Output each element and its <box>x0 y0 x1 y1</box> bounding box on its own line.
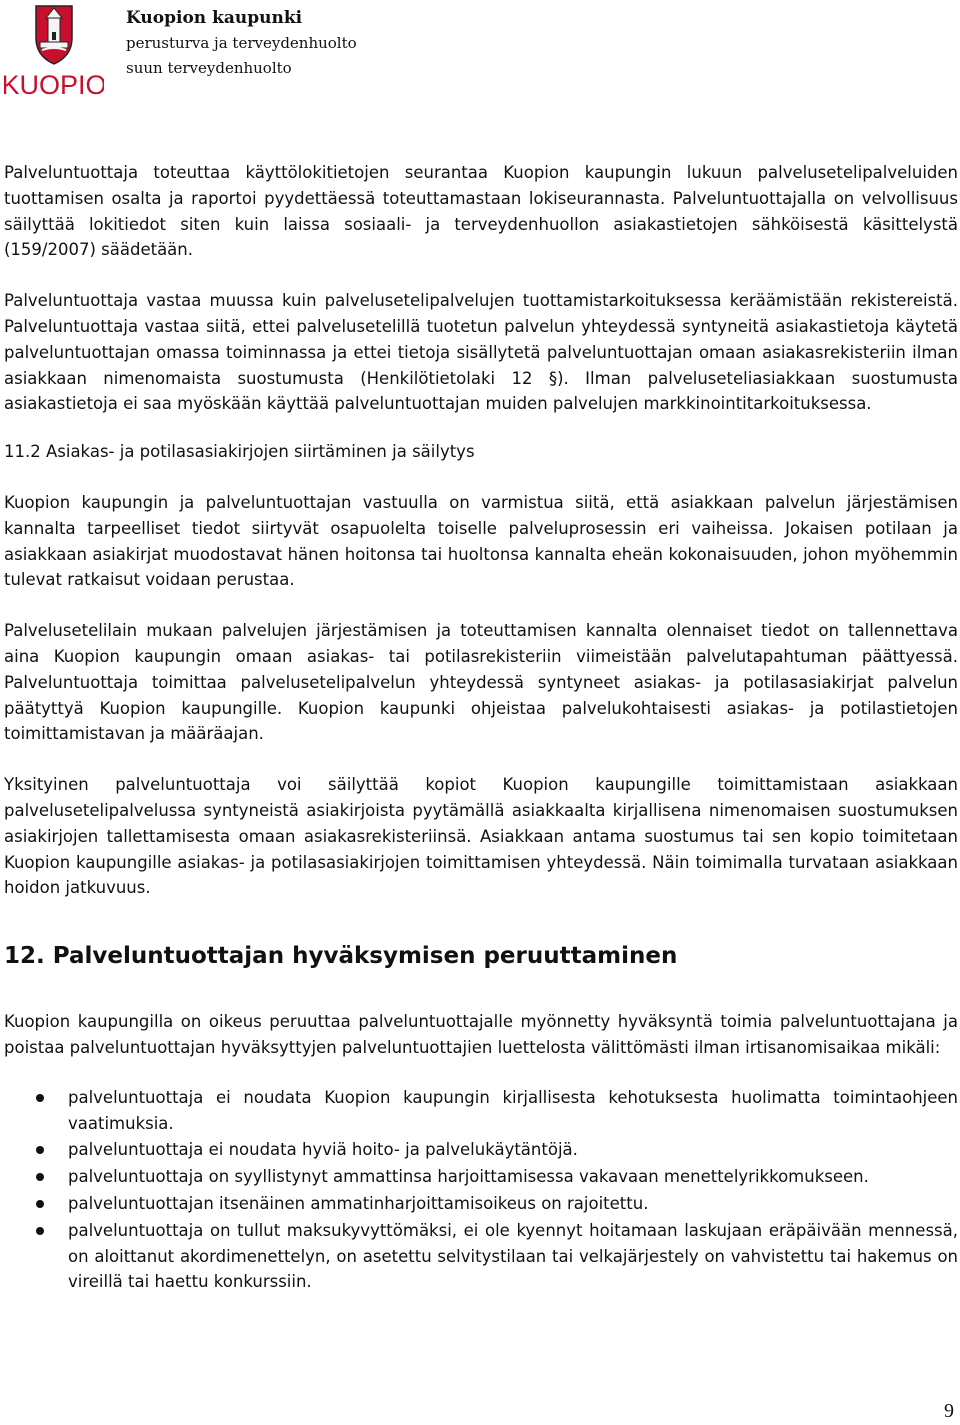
paragraph-transfer: Kuopion kaupungin ja palveluntuottajan vastuulla on varmistua siitä, että asiakkaan palvelun järjestämisen kannalta tarpeelliset tiedot siirtyvät osapuolelta toiselle palveluprosessin eri vaiheissa. Jokaisen potilaan ja asiakkaan asiakirjat muodostavat hänen hoitonsa tai huoltonsa kannalta eheän kokonaisuuden, johon myöhemmin tulevat ratkaisut voidaan perustaa. <box>4 492 958 590</box>
list-item: palveluntuottaja ei noudata Kuopion kaupungin kirjallisesta kehotuksesta huolimatta toimintaohjeen vaatimuksia. <box>4 1085 958 1137</box>
list-item: palveluntuottaja on tullut maksukyvyttömäksi, ei ole kyennyt hoitamaan laskujaan eräpäivään mennessä, on aloittanut akordimenettelyn, on asetettu selvitystilaan tai velkajärjestely on vahvistettu tai hakemus on vireillä tai haettu konkurssiin. <box>4 1218 958 1295</box>
document-body <box>4 160 958 1296</box>
paragraph-storage: Palvelusetelilain mukaan palvelujen järjestämisen ja toteuttamisen kannalta olennaiset tiedot on tallennettava aina Kuopion kaupungin omaan asiakas- tai potilasrekisteriin viimeistään palvelutapahtuman päättyessä. Palveluntuottaja toimittaa palvelusetelipalvelun yhteydessä syntyneet asiakas- ja potilasasiakirjat palvelun päätyttyä Kuopion kaupungille. Kuopion kaupunki ohjeistaa palvelukohtaisesti asiakas- ja potilastietojen toimittamistavan ja määräajan. <box>4 621 958 744</box>
organization-block <box>126 6 357 81</box>
org-unit: suun terveydenhuolto <box>126 59 292 77</box>
paragraph-logging: Palveluntuottaja toteuttaa käyttölokitietojen seurantaa Kuopion kaupungin lukuun palvelusetelipalveluiden tuottamisen osalta ja raportoi pyydettäessä toteuttamastaan lokiseurannasta. Palveluntuottajalla on velvollisuus säilyttää lokitiedot siten kuin laissa sosiaali- ja terveydenhuollon asiakastietojen sähköisestä käsittelystä (159/2007) säädetään. <box>4 163 958 260</box>
logo-wordmark: KUOPIO <box>4 70 104 100</box>
list-item: palveluntuottaja ei noudata hyviä hoito- ja palvelukäytäntöjä. <box>4 1137 958 1163</box>
revocation-conditions-list <box>4 1085 958 1295</box>
letterhead <box>4 2 604 102</box>
subheading-11-2: 11.2 Asiakas- ja potilasasiakirjojen siirtäminen ja säilytys <box>4 442 475 462</box>
paragraph-copies: Yksityinen palveluntuottaja voi säilyttää kopiot Kuopion kaupungille toimittamistaan asiakkaan palvelusetelipalvelussa syntyneistä asiakirjoista pyytämällä asiakkaalta kirjallisena nimenomaisen suostumuksen asiakirjojen tallettamisesta omaan asiakasrekisteriinsä. Asiakkaan antama suostumus tai sen kopio toimitetaan Kuopion kaupungille asiakas- ja potilasasiakirjojen toimittamisen yhteydessä. Näin toimimalla turvataan asiakkaan hoidon jatkuvuus. <box>4 775 958 898</box>
paragraph-registers: Palveluntuottaja vastaa muussa kuin palvelusetelipalvelujen tuottamistarkoituksessa keräämistään rekistereistä. Palveluntuottaja vastaa siitä, ettei palvelusetelillä tuotetun palvelun yhteydessä syntyneitä asiakastietoja käytetä palveluntuottajan omassa toiminnassa ja ettei tietoja sisällytetä palveluntuottajan omaan asiakasrekisteriin ilman asiakkaan nimenomaista suostumusta (Henkilötietolaki 12 §). Ilman palveluseteliasiakkaan suostumusta asiakastietoja ei saa myöskään käyttää palveluntuottajan muiden palvelujen markkinointitarkoituksessa. <box>4 291 958 414</box>
list-item: palveluntuottajan itsenäinen ammatinharjoittamisoikeus on rajoitettu. <box>4 1191 958 1217</box>
list-item: palveluntuottaja on syyllistynyt ammattinsa harjoittamisessa vakavaan menettelyrikkomukseen. <box>4 1164 958 1190</box>
section-heading-12: 12. Palveluntuottajan hyväksymisen peruuttaminen <box>4 943 678 970</box>
org-division: perusturva ja terveydenhuolto <box>126 34 357 52</box>
paragraph-revocation: Kuopion kaupungilla on oikeus peruuttaa palveluntuottajalle myönnetty hyväksyntä toimia palveluntuottajana ja poistaa palveluntuottajan hyväksyttyjen palveluntuottajien luettelosta välittömästi ilman irtisanomisaikaa mikäli: <box>4 1012 958 1057</box>
kuopio-crest-icon <box>4 2 104 100</box>
kuopio-logo <box>4 2 104 100</box>
page-number: 9 <box>944 1400 954 1422</box>
org-name: Kuopion kaupunki <box>126 8 303 28</box>
